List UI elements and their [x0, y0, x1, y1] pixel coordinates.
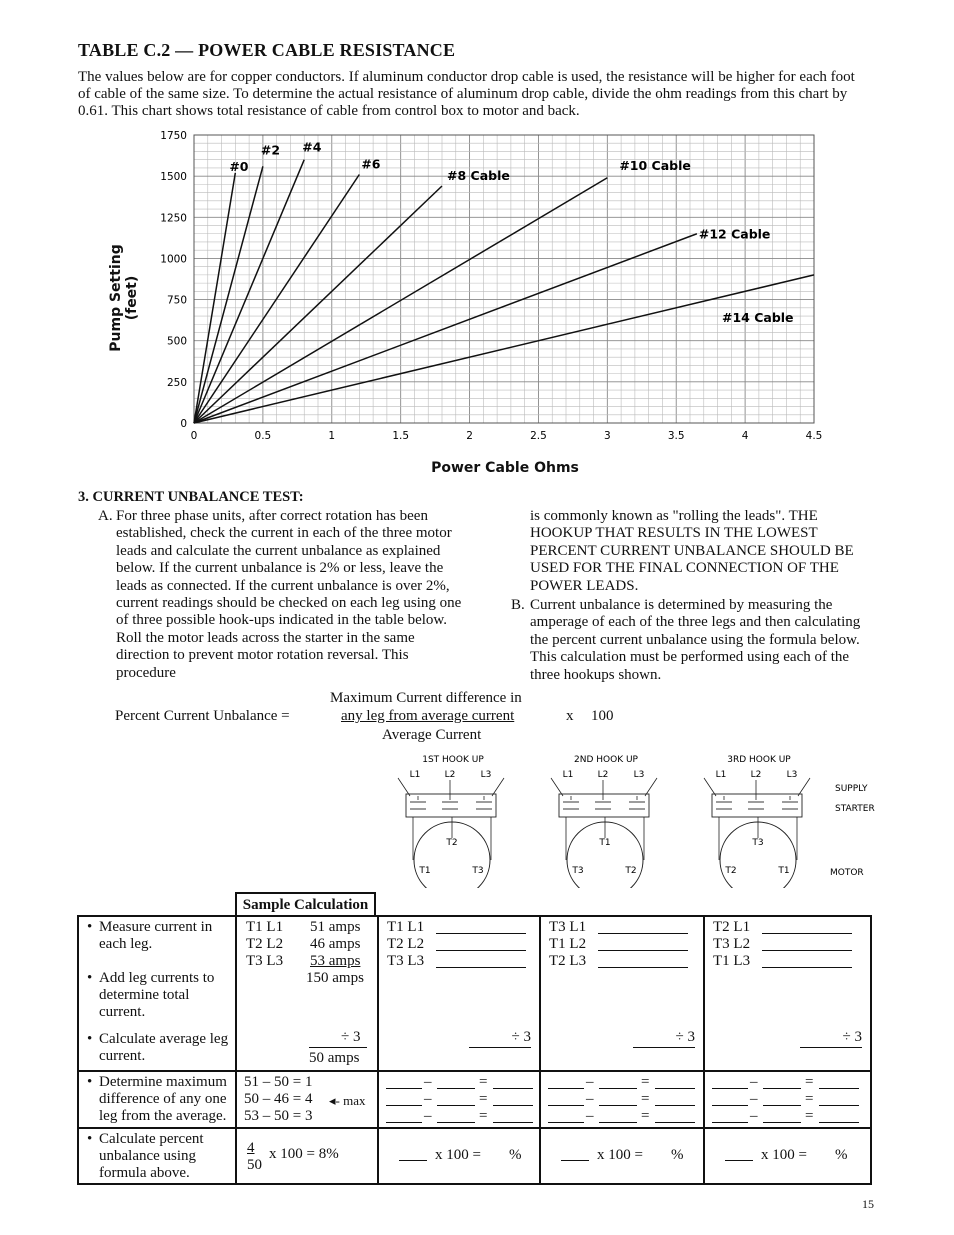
diff-blank-a [712, 1091, 748, 1106]
series-line [194, 166, 263, 423]
diff-minus: – [750, 1074, 758, 1090]
motor-terminal-left: T3 [572, 866, 584, 876]
hook-leg-label: T2 L2 [387, 936, 425, 952]
hook-leg-blank [436, 919, 526, 934]
x-tick-label: 4.5 [805, 430, 823, 442]
paragraph-a-label: A. [98, 508, 113, 524]
step-measure: • Measure current in each leg. [79, 919, 235, 953]
sample-cell-diffs [236, 1071, 378, 1128]
paragraph-b-text: Current unbalance is determined by measuring the amperage of each of the three legs and then calculating the percent current unbalance using the formula below. This calculation must be performed using each of the three hookups shown. [530, 597, 861, 683]
diff-blank-a [712, 1108, 748, 1123]
hook-leg-blank [598, 936, 688, 951]
series-line [194, 173, 235, 423]
y-tick-label: 1750 [160, 130, 187, 142]
hookup-2-diagram [551, 755, 657, 888]
sample-diff-1: 51 – 50 = 1 [244, 1074, 313, 1090]
hookup-title: 2ND HOOK UP [574, 755, 638, 765]
x-tick-label: 1 [328, 430, 336, 442]
hook-average-blank [469, 1047, 531, 1048]
motor-terminal-top: T1 [599, 838, 611, 848]
diff-blank-c [493, 1074, 533, 1089]
sample-amps-3: 53 amps [310, 953, 361, 969]
diff-blank-a [548, 1074, 584, 1089]
diff-blank-a [386, 1074, 422, 1089]
y-tick-label: 750 [166, 294, 187, 307]
hook-divide: ÷ 3 [511, 1029, 531, 1045]
pct-expression: x 100 = [761, 1147, 807, 1163]
hookup-title: 3RD HOOK UP [727, 755, 791, 765]
y-tick-label: 1250 [160, 212, 187, 225]
starter-box [559, 794, 649, 817]
hook-leg-blank [762, 936, 852, 951]
hook-leg-label: T1 L1 [387, 919, 425, 935]
sample-calculation-header: Sample Calculation [235, 892, 376, 915]
hook-leg-label: T1 L2 [549, 936, 587, 952]
sample-average: 50 amps [309, 1047, 367, 1067]
series-line [194, 234, 697, 423]
hookup-2-cell-currents [540, 916, 704, 1071]
diff-equals: = [641, 1091, 650, 1107]
paragraph-a [98, 508, 468, 682]
series-label: #6 [361, 156, 381, 172]
diff-blank-c [819, 1091, 859, 1106]
formula-numerator-line2: any leg from average current [341, 708, 515, 724]
hook-average-blank [633, 1047, 695, 1048]
hook-leg-blank [436, 936, 526, 951]
hook-leg-blank [598, 919, 688, 934]
paragraph-b [511, 597, 876, 684]
table-title: TABLE C.2 — POWER CABLE RESISTANCE [78, 40, 456, 60]
hook-leg-blank [436, 953, 526, 968]
x-tick-label: 0.5 [254, 430, 272, 442]
motor-terminal-top: T2 [446, 838, 458, 848]
paragraph-a-text: For three phase units, after correct rotation has been established, check the current in each of the three motor leads and calculate the current unbalance as explained below. If the current unbalance is 2% or less, leave the leads as connected. If the current unbalance is over 2%, current readings should be checked on each leg using one of three possible hook-ups indicated in the table below. Roll the motor leads across the starter in the same direction to prevent motor rotation reversal. This procedure [116, 508, 462, 681]
diff-blank-c [819, 1074, 859, 1089]
y-tick-label: 500 [166, 335, 187, 348]
motor-terminal-left: T1 [419, 866, 431, 876]
hook-leg-label: T2 L3 [549, 953, 587, 969]
pct-sign: % [509, 1147, 522, 1163]
sample-leg-2: T2 L2 [246, 936, 284, 952]
page-number: 15 [862, 1197, 874, 1211]
series-label: #12 Cable [698, 226, 771, 242]
x-tick-label: 1.5 [392, 430, 410, 442]
pct-sign: % [671, 1147, 684, 1163]
paragraph-b-label: B. [511, 597, 525, 613]
diff-blank-c [493, 1091, 533, 1106]
motor-label: MOTOR [830, 868, 864, 878]
hook-divide: ÷ 3 [842, 1029, 862, 1045]
x-tick-label: 4 [741, 430, 749, 442]
supply-wire [798, 778, 810, 796]
diff-blank-b [763, 1074, 801, 1089]
hook-leg-blank [598, 953, 688, 968]
diff-blank-b [437, 1074, 475, 1089]
diff-equals: = [479, 1091, 488, 1107]
diff-blank-b [599, 1091, 637, 1106]
supply-label: SUPPLY [835, 784, 868, 794]
sample-cell-currents [236, 916, 378, 1071]
sample-leg-1: T1 L1 [246, 919, 284, 935]
hook-leg-blank [762, 953, 852, 968]
sample-max-arrow: ◂- max [329, 1093, 366, 1108]
starter-label: STARTER [835, 804, 875, 814]
diff-minus: – [424, 1074, 432, 1090]
intro-paragraph: The values below are for copper conductors. If aluminum conductor drop cable is used, the resistance will be higher for each foot of cable of the same size. To determine the actual resistance of aluminum drop cable, divide the ohm readings from this chart by 0.61. This chart shows total resistance of cable from control box to motor and back. [78, 69, 855, 119]
diff-equals: = [805, 1091, 814, 1107]
diff-blank-a [712, 1074, 748, 1089]
supply-wire [398, 778, 410, 796]
y-tick-label: 250 [166, 376, 187, 389]
x-tick-label: 2.5 [530, 430, 547, 442]
sample-divide: ÷ 3 [341, 1029, 361, 1045]
hook-divide: ÷ 3 [675, 1029, 695, 1045]
motor-terminal-right: T3 [472, 866, 484, 876]
diff-blank-a [386, 1091, 422, 1106]
series-6 [194, 158, 691, 423]
diff-blank-a [548, 1108, 584, 1123]
diff-blank-c [655, 1108, 695, 1123]
motor-terminal-right: T2 [625, 866, 637, 876]
x-tick-label: 2 [466, 430, 473, 442]
formula-numerator-line1: Maximum Current difference in [330, 690, 522, 706]
diff-minus: – [424, 1091, 432, 1107]
y-tick-label: 0 [180, 418, 187, 430]
hookup-1-cell-currents [378, 916, 540, 1071]
hookup-3-diagram [704, 755, 810, 888]
diff-minus: – [586, 1074, 594, 1090]
x-tick-label: 3 [603, 430, 611, 442]
series-4 [194, 156, 381, 423]
diff-minus: – [750, 1091, 758, 1107]
diff-blank-c [819, 1108, 859, 1123]
paragraph-a-continued: is commonly known as "rolling the leads". THE HOOKUP THAT RESULTS IN THE LOWEST PERCENT CURRENT UNBALANCE SHOULD BE USED FOR THE FINAL CONNECTION OF THE POWER LEADS. [530, 508, 854, 594]
diff-blank-b [599, 1108, 637, 1123]
starter-box [406, 794, 496, 817]
diff-blank-b [763, 1091, 801, 1106]
series-label: #4 [302, 139, 322, 155]
sample-cell-percent [236, 1128, 378, 1184]
y-tick-label: 1000 [160, 253, 187, 266]
y-tick-label: 1500 [160, 171, 187, 184]
diff-minus: – [586, 1108, 594, 1124]
step-percent: • Calculate percent unbalance using formula above. [79, 1131, 235, 1182]
power-cable-chart [150, 125, 840, 445]
hook-leg-label: T2 L1 [713, 919, 751, 935]
supply-lead-label: L1 [409, 770, 421, 780]
diff-blank-c [655, 1091, 695, 1106]
pct-blank [399, 1146, 427, 1161]
formula-denominator: Average Current [382, 727, 482, 743]
series-label: #2 [260, 142, 281, 158]
chart-x-axis-label: Power Cable Ohms [431, 460, 579, 476]
calculation-table [77, 915, 872, 1185]
hookup-3-cell-currents [704, 916, 871, 1071]
hookup-1-diagram [398, 755, 504, 888]
series-7 [194, 227, 770, 423]
sample-frac-num: 4 [247, 1140, 255, 1156]
hook-leg-blank [762, 919, 852, 934]
series-label: #10 Cable [619, 157, 691, 173]
sample-diff-2: 50 – 46 = 4 [244, 1091, 313, 1107]
step-average: • Calculate average leg current. [79, 1031, 235, 1065]
diff-blank-a [386, 1108, 422, 1123]
chart-y-axis-label: Pump Setting (feet) [108, 244, 140, 352]
supply-wire [645, 778, 657, 796]
sample-leg-3: T3 L3 [246, 953, 284, 969]
diff-blank-b [599, 1074, 637, 1089]
supply-wire [704, 778, 716, 796]
pct-expression: x 100 = [435, 1147, 481, 1163]
pct-blank [725, 1146, 753, 1161]
diff-blank-c [493, 1108, 533, 1123]
formula-left: Percent Current Unbalance = [115, 708, 290, 724]
x-tick-label: 0 [190, 430, 198, 442]
supply-lead-label: L2 [444, 770, 456, 780]
step-max-diff: • Determine maximum difference of any one leg from the average. [79, 1074, 235, 1125]
supply-lead-label: L3 [480, 770, 492, 780]
diff-equals: = [479, 1074, 488, 1090]
supply-wire [551, 778, 563, 796]
motor-terminal-top: T3 [752, 838, 764, 848]
supply-lead-label: L1 [715, 770, 727, 780]
diff-minus: – [586, 1091, 594, 1107]
pct-blank [561, 1146, 589, 1161]
hookup-title: 1ST HOOK UP [422, 755, 484, 765]
x-tick-label: 3.5 [667, 430, 685, 442]
supply-wire [492, 778, 504, 796]
motor-terminal-right: T1 [778, 866, 790, 876]
pct-expression: x 100 = [597, 1147, 643, 1163]
hook-leg-label: T1 L3 [713, 953, 751, 969]
hookup-diagrams [380, 748, 880, 888]
diff-equals: = [641, 1108, 650, 1124]
supply-lead-label: L3 [633, 770, 645, 780]
diff-blank-b [437, 1091, 475, 1106]
hook-average-blank [800, 1047, 862, 1048]
motor-terminal-left: T2 [725, 866, 737, 876]
diff-equals: = [805, 1108, 814, 1124]
formula-hundred: 100 [591, 708, 614, 724]
sample-amps-1: 51 amps [310, 919, 361, 935]
sample-diff-3: 53 – 50 = 3 [244, 1108, 313, 1124]
hook-leg-label: T3 L3 [387, 953, 425, 969]
sample-amps-2: 46 amps [310, 936, 361, 952]
section-heading: 3. CURRENT UNBALANCE TEST: [78, 489, 304, 505]
series-label: #0 [229, 158, 249, 174]
sample-total: 150 amps [306, 970, 364, 986]
diff-equals: = [479, 1108, 488, 1124]
step-add: • Add leg currents to determine total current. [79, 970, 235, 1021]
series-label: #8 Cable [447, 168, 510, 184]
sample-frac-den: 50 [247, 1157, 262, 1173]
series-label: #14 Cable [722, 309, 794, 325]
diff-blank-b [763, 1108, 801, 1123]
diff-blank-c [655, 1074, 695, 1089]
starter-box [712, 794, 802, 817]
diff-equals: = [641, 1074, 650, 1090]
diff-blank-b [437, 1108, 475, 1123]
formula-times: x [566, 708, 574, 724]
hook-leg-label: T3 L1 [549, 919, 587, 935]
supply-lead-label: L2 [597, 770, 609, 780]
supply-lead-label: L1 [562, 770, 574, 780]
supply-lead-label: L3 [786, 770, 798, 780]
diff-equals: = [805, 1074, 814, 1090]
diff-minus: – [424, 1108, 432, 1124]
hook-leg-label: T3 L2 [713, 936, 751, 952]
diff-blank-a [548, 1091, 584, 1106]
sample-result: x 100 = 8% [269, 1146, 339, 1162]
diff-minus: – [750, 1108, 758, 1124]
supply-lead-label: L2 [750, 770, 762, 780]
pct-sign: % [835, 1147, 848, 1163]
